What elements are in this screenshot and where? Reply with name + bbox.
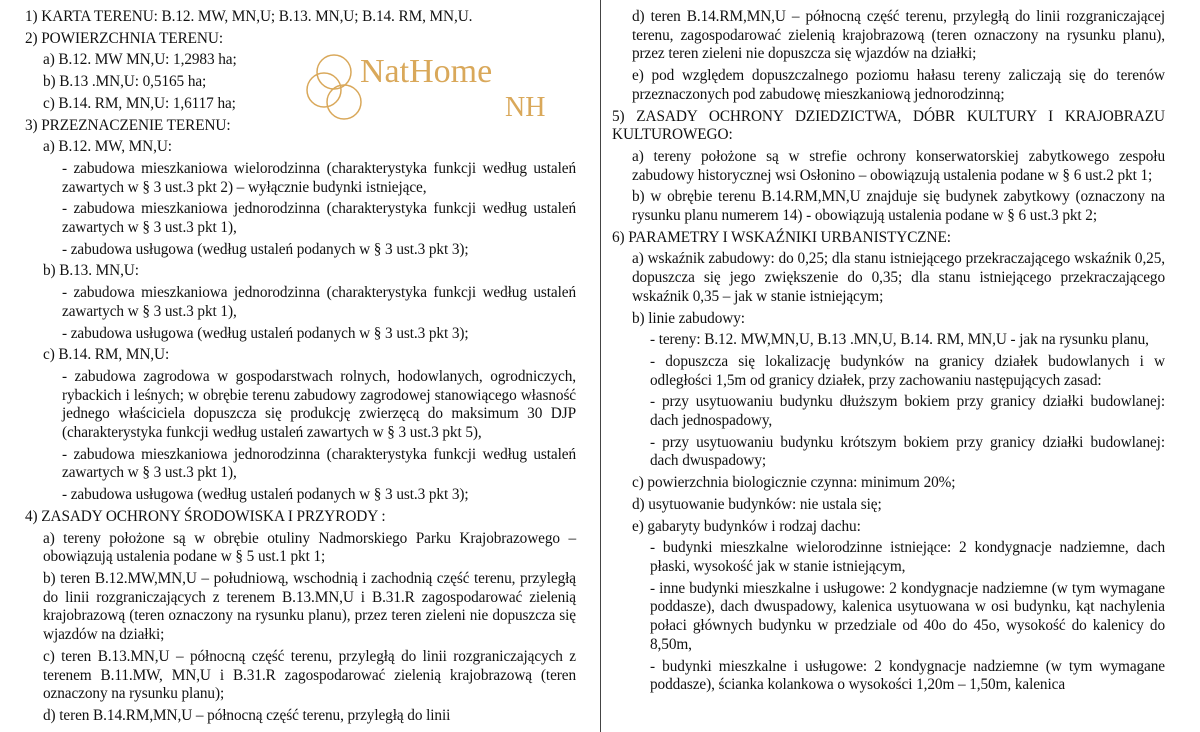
left-column: [25, 8, 576, 729]
sub-clause: - zabudowa usługowa (według ustaleń podanych w § 3 ust.3 pkt 3);: [62, 486, 469, 504]
section-heading: 3) PRZEZNACZENIE TERENU:: [25, 116, 231, 134]
sub-clause: - tereny: B.12. MW,MN,U, B.13 .MN,U, B.14. RM, MN,U - jak na rysunku planu,: [650, 331, 1149, 349]
sub-clause: - przy usytuowaniu budynku dłuższym bokiem przy granicy działki budowlanej: dach jednospadowy,: [650, 393, 1165, 430]
sub-clause: - dopuszcza się lokalizację budynków na granicy działek budowlanych i w odległości 1,5m od granicy działek, przy zachowaniu następujących zasad:: [650, 352, 1165, 389]
column-divider: [600, 0, 601, 732]
section-heading: 5) ZASADY OCHRONY DZIEDZICTWA, DÓBR KULTURY I KRAJOBRAZU KULTUROWEGO:: [612, 107, 1165, 144]
sub-clause: - zabudowa mieszkaniowa jednorodzinna (charakterystyka funkcji według ustaleń zawartych w § 3 ust.3 pkt 1),: [62, 200, 576, 237]
clause: a) B.12. MW, MN,U:: [43, 138, 172, 156]
clause: c) powierzchnia biologicznie czynna: minimum 20%;: [632, 474, 956, 492]
clause: c) B.14. RM, MN,U:: [43, 346, 170, 364]
sub-clause: - budynki mieszkalne i usługowe: 2 kondygnacje nadziemne (w tym wymagane poddasze), ścianka kolankowa o wysokości 1,20m – 1,50m, kalenica: [650, 657, 1165, 694]
sub-clause: - zabudowa usługowa (według ustaleń podanych w § 3 ust.3 pkt 3);: [62, 324, 469, 342]
clause: b) linie zabudowy:: [632, 309, 745, 327]
clause: b) teren B.12.MW,MN,U – południową, wschodnią i zachodnią część terenu, przyległą do linii rozgraniczających z terenem B.13.MN,U i B.31.R zagospodarować zielenią krajobrazową (teren oznaczony na rysunku planu), przez teren zieleni nie dopuszcza się wjazdów na działki;: [43, 569, 576, 644]
sub-clause: - zabudowa zagrodowa w gospodarstwach rolnych, hodowlanych, ogrodniczych, rybackich i leśnych; w obrębie terenu zabudowy zagrodowej stanowiącego własność jednego właściciela dopuszcza się produkcję zwierzęcą do maksimum 30 DJP (charakterystyka funkcji według ustaleń zawartych w § 3 ust.3 pkt 5),: [62, 367, 576, 442]
clause: a) tereny położone są w obrębie otuliny Nadmorskiego Parku Krajobrazowego – obowiązują ustalenia podane w § 5 ust.1 pkt 1;: [43, 529, 576, 566]
clause: b) B.13 .MN,U: 0,5165 ha;: [43, 73, 207, 91]
clause: c) B.14. RM, MN,U: 1,6117 ha;: [43, 94, 236, 112]
watermark-monogram: NH: [505, 92, 546, 123]
clause: a) B.12. MW MN,U: 1,2983 ha;: [43, 51, 237, 69]
clause: d) teren B.14.RM,MN,U – północną część terenu, przyległą do linii: [43, 706, 451, 724]
clause: a) tereny położone są w strefie ochrony konserwatorskiej zabytkowego zespołu zabudowy historycznej wsi Osłonino – obowiązują ustalenia podane w § 6 ust.2 pkt 1;: [632, 147, 1165, 184]
section-heading: 6) PARAMETRY I WSKAŹNIKI URBANISTYCZNE:: [612, 228, 951, 246]
clause: e) pod względem dopuszczalnego poziomu hałasu tereny zaliczają się do terenów przeznaczonych pod zabudowę mieszkaniową jednorodzinną;: [632, 67, 1165, 103]
clause: d) usytuowanie budynków: nie ustala się;: [632, 495, 882, 513]
clause: d) teren B.14.RM,MN,U – północną część terenu, przyległą do linii rozgraniczającej terenu, zagospodarować zielenią krajobrazową (teren oznaczony na rysunku planu), przez teren zieleni nie dopuszcza się wjazdów na działki;: [632, 8, 1165, 63]
section-heading: 4) ZASADY OCHRONY ŚRODOWISKA I PRZYRODY :: [25, 507, 386, 525]
sub-clause: - zabudowa mieszkaniowa jednorodzinna (charakterystyka funkcji według ustaleń zawartych w § 3 ust.3 pkt 1),: [62, 445, 576, 482]
section-heading: 2) POWIERZCHNIA TERENU:: [25, 29, 223, 47]
section-heading: 1) KARTA TERENU: B.12. MW, MN,U; B.13. MN,U; B.14. RM, MN,U.: [25, 8, 473, 25]
right-column: [612, 8, 1165, 698]
sub-clause: - zabudowa mieszkaniowa wielorodzinna (charakterystyka funkcji według ustaleń zawartych w § 3 ust.3 pkt 2) – wyłącznie budynki istniejące,: [62, 159, 576, 196]
clause: b) B.13. MN,U:: [43, 262, 139, 280]
clause: b) w obrębie terenu B.14.RM,MN,U znajduje się budynek zabytkowy (oznaczony na rysunku planu numerem 14) - obowiązują ustalenia podane w § 6 ust.3 pkt 2;: [632, 188, 1165, 225]
watermark-brand: NatHome: [360, 53, 493, 90]
sub-clause: - budynki mieszkalne wielorodzinne istniejące: 2 kondygnacje nadziemne, dach płaski, wysokość jak w stanie istniejącym,: [650, 539, 1165, 575]
sub-clause: - przy usytuowaniu budynku krótszym bokiem przy granicy działki budowlanej: dach dwuspadowy;: [650, 433, 1165, 470]
clause: c) teren B.13.MN,U – północną część terenu, przyległą do linii rozgraniczających z terenem B.11.MW, MN,U i B.31.R zagospodarować zielenią krajobrazową (teren oznaczony na rysunku planu);: [43, 647, 576, 703]
sub-clause: - zabudowa mieszkaniowa jednorodzinna (charakterystyka funkcji według ustaleń zawartych w § 3 ust.3 pkt 1),: [62, 284, 576, 320]
sub-clause: - inne budynki mieszkalne i usługowe: 2 kondygnacje nadziemne (w tym wymagane poddasze), dach dwuspadowy, kalenica usytuowana w osi budynku, kąt nachylenia połaci głównych budynku w przedziale od 40o do 45o, wysokość do kalenicy do 8,50m,: [650, 579, 1165, 653]
sub-clause: - zabudowa usługowa (według ustaleń podanych w § 3 ust.3 pkt 3);: [62, 240, 469, 258]
clause: e) gabaryty budynków i rodzaj dachu:: [632, 517, 861, 535]
clause: a) wskaźnik zabudowy: do 0,25; dla stanu istniejącego przekraczającego wskaźnik 0,25, dopuszcza się jego zwiększenie do 0,35; dla stanu istniejącego przekraczającego wskaźnik 0,35 – jak w stanie istniejącym;: [632, 250, 1165, 305]
